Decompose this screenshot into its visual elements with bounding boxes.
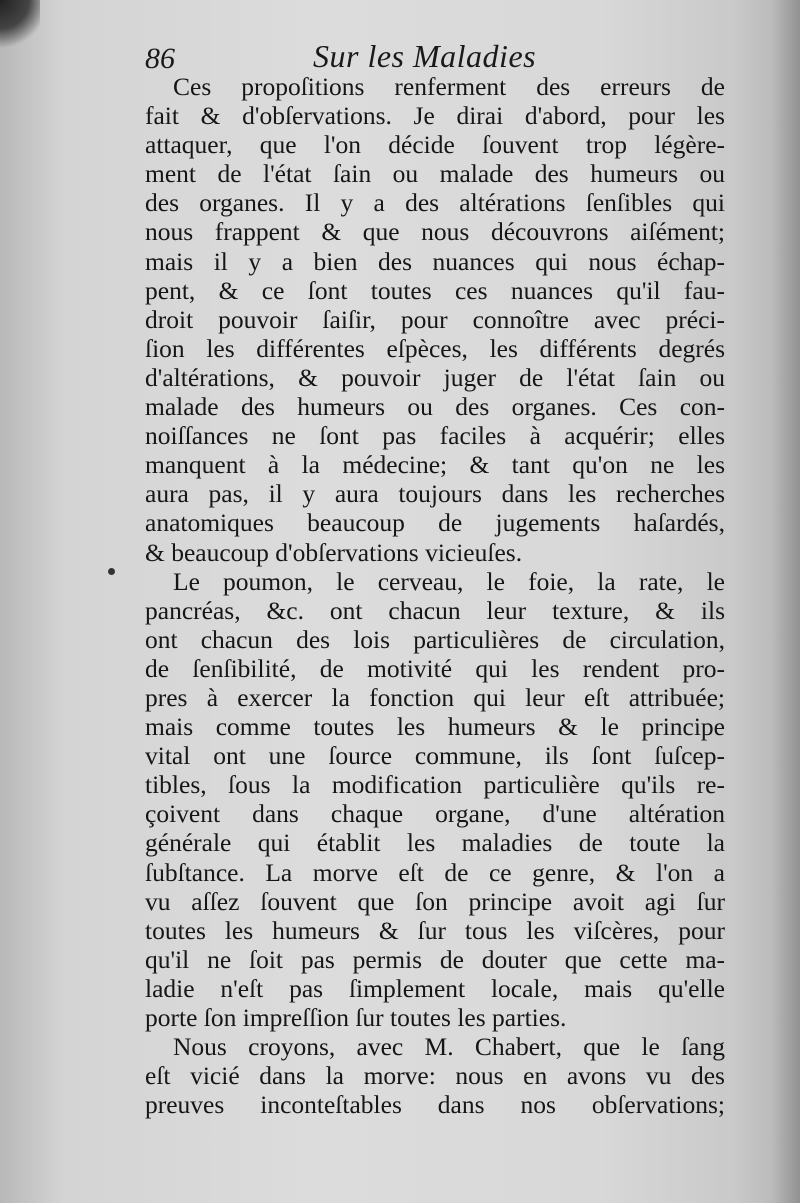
text-line: ladie n'eſt pas ſimplement locale, mais qu'elle bbox=[145, 973, 725, 1003]
text-line: tibles, ſous la modification particulière qu'ils re- bbox=[145, 770, 725, 800]
text-line: preuves inconteſtables dans nos obſervations; bbox=[145, 1090, 725, 1120]
page-gutter-shadow bbox=[772, 0, 800, 1203]
text-line: porte ſon impreſſion ſur toutes les parties. bbox=[145, 1003, 567, 1032]
text-line: Le poumon, le cerveau, le foie, la rate, le bbox=[173, 566, 725, 596]
text-line: pent, & ce ſont toutes ces nuances qu'il fau- bbox=[145, 275, 725, 305]
text-line: Ces propoſitions renferment des erreurs de bbox=[173, 72, 725, 101]
text-line: droit pouvoir ſaiſir, pour connoître avec préci- bbox=[145, 304, 725, 334]
text-line: attaquer, que l'on décide ſouvent trop légère- bbox=[145, 130, 725, 160]
text-line: malade des humeurs ou des organes. Ces con- bbox=[145, 392, 725, 422]
text-line: vu aſſez ſouvent que ſon principe avoit agi ſur bbox=[145, 886, 725, 916]
show-through-ink bbox=[230, 1140, 590, 1170]
text-line: ſion les différentes eſpèces, les différents degrés bbox=[145, 333, 725, 363]
page-number: 86 bbox=[145, 42, 175, 75]
text-line: manquent à la médecine; & tant qu'on ne les bbox=[145, 450, 725, 480]
text-line: çoivent dans chaque organe, d'une altération bbox=[145, 799, 725, 829]
text-line: qu'il ne ſoit pas permis de douter que cette ma- bbox=[145, 944, 725, 974]
text-line: & beaucoup d'obſervations vicieuſes. bbox=[145, 537, 523, 567]
text-line: anatomiques beaucoup de jugements haſardés, bbox=[145, 508, 725, 538]
text-line: générale qui établit les maladies de toute la bbox=[145, 828, 725, 858]
text-line: Nous croyons, avec M. Chabert, que le ſang bbox=[173, 1032, 725, 1062]
text-line: d'altérations, & pouvoir juger de l'état ſain ou bbox=[145, 362, 725, 392]
text-line: pres à exercer la fonction qui leur eſt attribuée; bbox=[145, 682, 725, 712]
body-text bbox=[145, 72, 725, 1119]
text-line: mais comme toutes les humeurs & le principe bbox=[145, 712, 725, 742]
text-line: eſt vicié dans la morve: nous en avons vu des bbox=[145, 1061, 725, 1091]
text-line: vital ont une ſource commune, ils ſont ſuſcep- bbox=[145, 741, 725, 771]
text-line: fait & d'obſervations. Je dirai d'abord, pour les bbox=[145, 101, 725, 131]
text-line: mais il y a bien des nuances qui nous échap- bbox=[145, 246, 725, 276]
text-line: ont chacun des lois particulières de circulation, bbox=[145, 624, 725, 654]
text-line: noiſſances ne ſont pas faciles à acquérir; elles bbox=[145, 421, 725, 451]
text-line: aura pas, il y aura toujours dans les recherches bbox=[145, 479, 725, 509]
text-line: toutes les humeurs & ſur tous les viſcères, pour bbox=[145, 915, 725, 945]
text-line: nous frappent & que nous découvrons aiſément; bbox=[145, 217, 725, 247]
margin-dot-mark bbox=[108, 568, 115, 575]
text-line: ment de l'état ſain ou malade des humeurs ou bbox=[145, 159, 725, 189]
page-corner-shadow bbox=[0, 0, 40, 50]
text-line: ſubſtance. La morve eſt de ce genre, & l'on a bbox=[145, 857, 725, 887]
text-line: des organes. Il y a des altérations ſenſibles qui bbox=[145, 188, 725, 218]
text-line: de ſenſibilité, de motivité qui les rendent pro- bbox=[145, 653, 725, 683]
text-line: pancréas, &c. ont chacun leur texture, & ils bbox=[145, 595, 725, 625]
running-title: Sur les Maladies bbox=[313, 38, 537, 74]
